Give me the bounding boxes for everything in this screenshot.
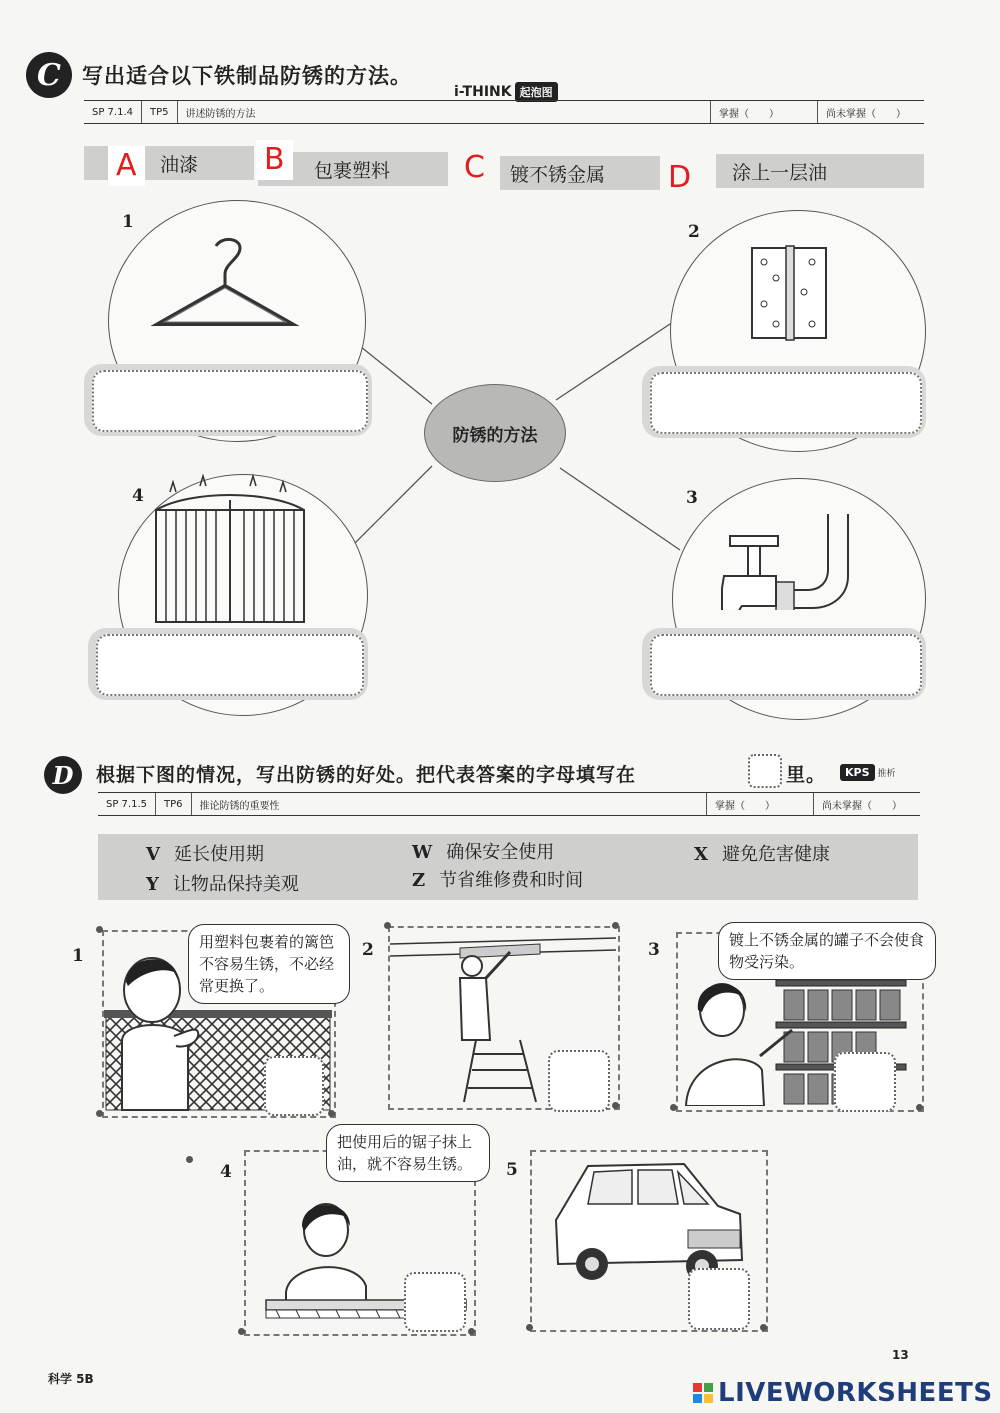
faucet-icon [716,510,866,610]
item-2-number: 2 [688,222,700,242]
title-answer-box-sample [748,754,782,788]
section-d-standard-bar [98,792,920,816]
option-d-text: 涂上一层油 [732,161,828,184]
scene-1-number: 1 [72,946,84,966]
scene-2-number: 2 [362,940,374,960]
mastered-field: 掌握（ ） [710,101,818,123]
scene-5-answer-box[interactable] [688,1268,750,1330]
standard-desc: 讲述防锈的方法 [185,108,256,120]
option-c-letter: C [464,150,485,185]
item-2-answer-box[interactable] [650,372,922,434]
hub-bubble: 防锈的方法 [424,384,566,482]
scene-5-number: 5 [506,1160,518,1180]
ithink-sub: 起泡图 [515,82,558,102]
legend-z: Z 节省维修费和时间 [412,870,584,891]
scene-4-thought-bubble: 把使用后的锯子抹上油，就不容易生锈。 [326,1124,490,1182]
liveworksheets-logo [692,1378,993,1408]
option-a-text: 油漆 [160,153,199,176]
scene-4-answer-box[interactable] [404,1272,466,1332]
kps-label: KPS [840,764,875,781]
scene-3-answer-box[interactable] [834,1052,896,1112]
option-c-text: 镀不锈金属 [510,163,606,186]
scene-4-number: 4 [220,1162,232,1182]
section-d-title-end: 里。 [786,764,827,786]
item-1-number: 1 [122,212,134,232]
scene-3-speech-bubble: 镀上不锈金属的罐子不会使食物受污染。 [718,922,936,980]
standard-code: SP 7.1.5 [98,793,156,815]
tp-level: TP6 [156,793,192,815]
liveworksheets-icon [692,1382,714,1404]
section-c-icon: C [26,52,72,98]
page-number: 13 [892,1348,909,1362]
scene-1-answer-box[interactable] [264,1056,324,1116]
tp-level: TP5 [142,101,178,123]
item-1-answer-box[interactable] [92,370,368,432]
kps-badge [840,764,896,781]
option-d-letter: D [668,160,692,195]
section-d-title: 根据下图的情况，写出防锈的好处。把代表答案的字母填写在 [96,764,637,786]
legend-v: V 延长使用期 [146,844,264,865]
hinge-icon [746,244,836,344]
ithink-label: i-THINK [454,84,512,100]
standard-desc: 推论防锈的重要性 [199,800,280,812]
liveworksheets-text: LIVEWORKSHEETS [718,1378,993,1408]
option-b-letter: B [256,140,293,180]
footer-subject: 科学 5B [48,1372,94,1386]
legend-w: W 确保安全使用 [412,842,555,863]
legend-y: Y 让物品保持美观 [146,874,299,895]
scene-1-speech-bubble: 用塑料包裹着的篱笆不容易生锈，不必经常更换了。 [188,924,350,1004]
section-d-icon: D [44,756,82,794]
scene-3-number: 3 [648,940,660,960]
scene-2-answer-box[interactable] [548,1050,610,1112]
mastered-field: 掌握（ ） [706,793,814,815]
section-c-title: 写出适合以下铁制品防锈的方法。 [82,64,412,88]
option-a-letter: A [108,146,145,186]
item-3-number: 3 [686,488,698,508]
option-b-text: 包裹塑料 [314,159,391,182]
item-3-answer-box[interactable] [650,634,922,696]
standard-code: SP 7.1.4 [84,101,142,123]
answer-legend [98,834,918,900]
legend-x: X 避免危害健康 [694,844,830,865]
item-4-answer-box[interactable] [96,634,364,696]
item-4-number: 4 [132,486,144,506]
kps-sub: 推析 [877,769,896,779]
hanger-icon [150,236,300,336]
not-mastered-field: 尚未掌握（ ） [826,108,906,120]
gate-icon [150,470,310,630]
not-mastered-field: 尚未掌握（ ） [822,800,902,812]
